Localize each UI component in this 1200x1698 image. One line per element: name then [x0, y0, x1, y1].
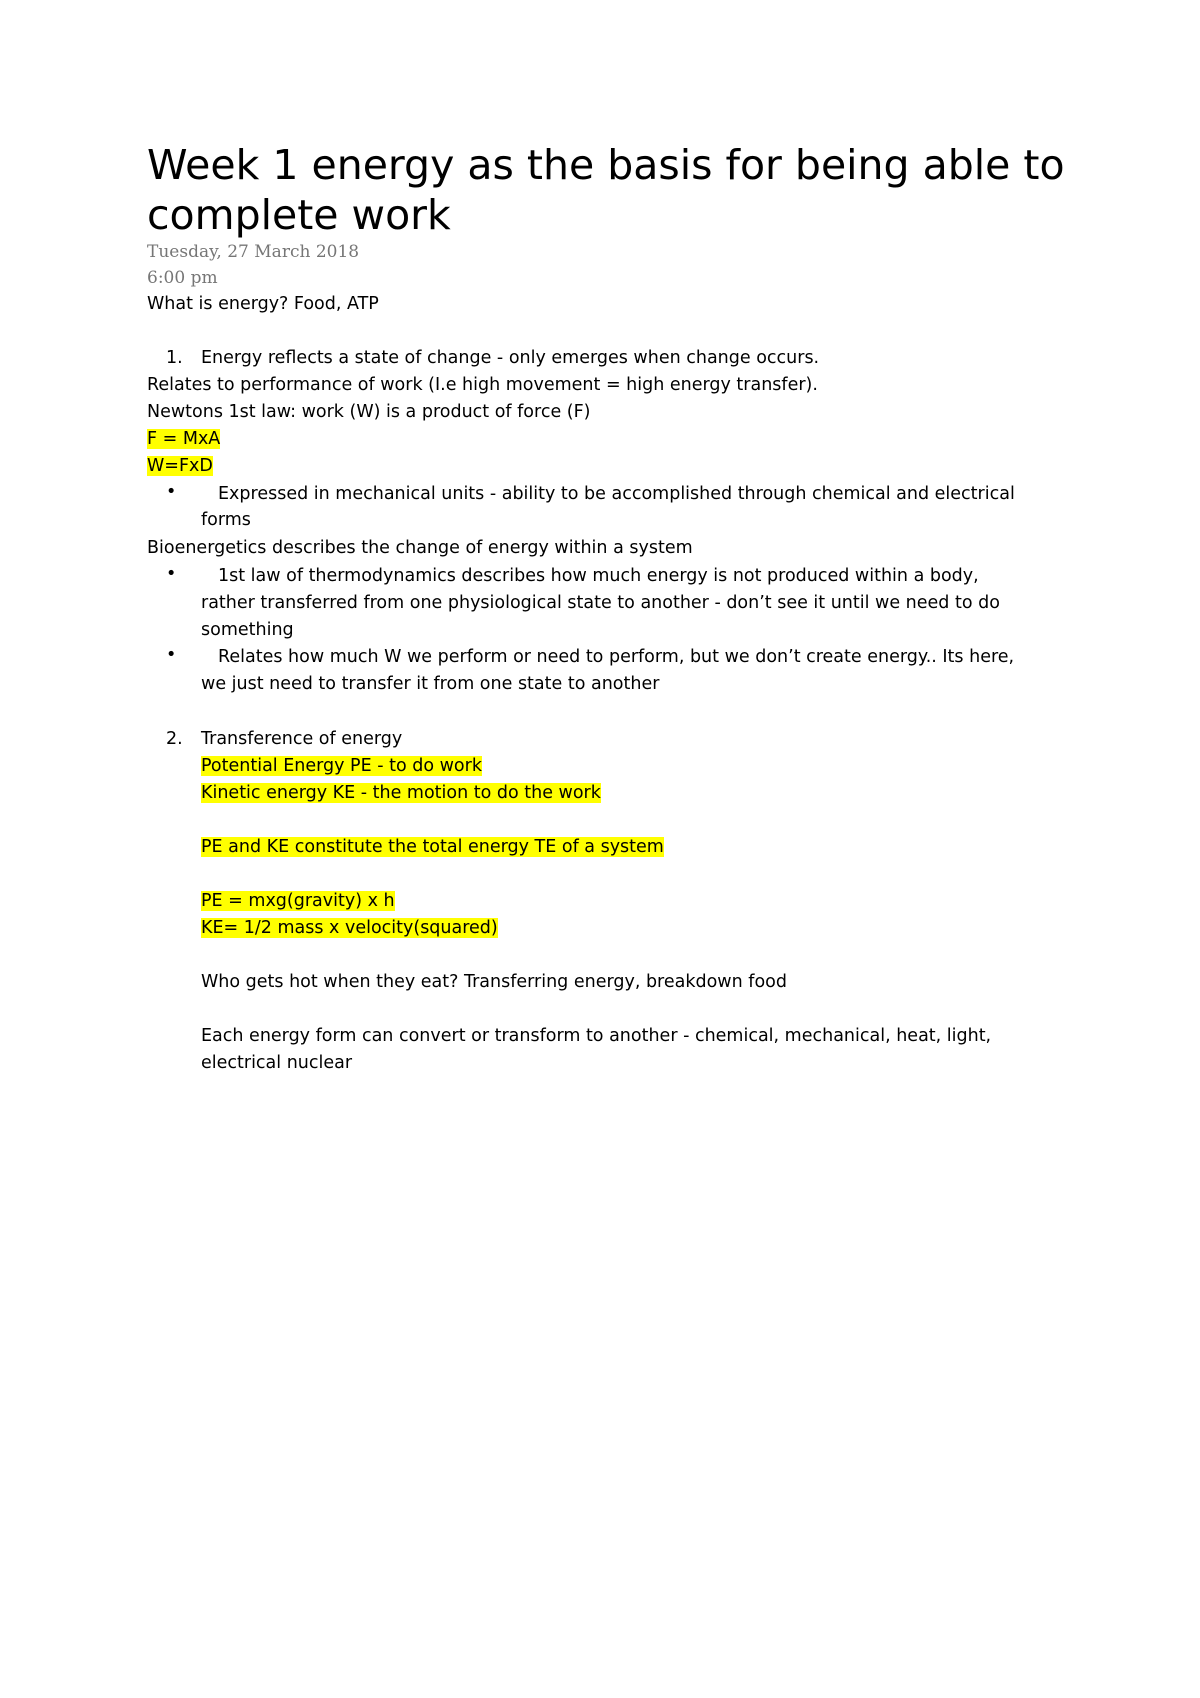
- list-number-2: 2.: [166, 729, 183, 749]
- newtons-law-line: Newtons 1st law: work (W) is a product of force (F): [147, 402, 591, 422]
- bullet-2-icon: •: [166, 564, 177, 584]
- pe-formula-text: PE = mxg(gravity) x h: [201, 891, 395, 911]
- potential-energy-line: [201, 753, 482, 780]
- pe-formula-line: [201, 888, 395, 915]
- relates-line: Relates to performance of work (I.e high movement = high energy transfer).: [147, 375, 818, 395]
- bullet-1-line-2: forms: [201, 510, 251, 530]
- intro-question: What is energy? Food, ATP: [147, 294, 379, 314]
- bioenergetics-line: Bioenergetics describes the change of energy within a system: [147, 538, 693, 558]
- formula-force-text: F = MxA: [147, 429, 221, 449]
- total-energy-line: [201, 834, 664, 861]
- bullet-2-line-2: rather transferred from one physiological state to another - don’t see it until we need to do: [201, 593, 1000, 613]
- list-item-1-text: Energy reflects a state of change - only emerges when change occurs.: [201, 348, 820, 368]
- who-gets-hot-line: Who gets hot when they eat? Transferring energy, breakdown food: [201, 972, 787, 992]
- bullet-3-icon: •: [166, 645, 177, 665]
- ke-formula-text: KE= 1/2 mass x velocity(squared): [201, 918, 498, 938]
- note-date: Tuesday, 27 March 2018: [147, 242, 360, 262]
- bullet-1-line-1: Expressed in mechanical units - ability to be accomplished through chemical and electrical: [218, 484, 1015, 504]
- bullet-2-line-1: 1st law of thermodynamics describes how much energy is not produced within a body,: [218, 566, 979, 586]
- kinetic-energy-line: [201, 780, 601, 807]
- energy-forms-line-2: electrical nuclear: [201, 1053, 353, 1073]
- list-item-2-text: Transference of energy: [201, 729, 403, 749]
- list-number-1: 1.: [166, 348, 183, 368]
- potential-energy-text: Potential Energy PE - to do work: [201, 756, 482, 776]
- bullet-3-line-1: Relates how much W we perform or need to perform, but we don’t create energy.. Its here,: [218, 647, 1015, 667]
- bullet-1-icon: •: [166, 482, 177, 502]
- note-time: 6:00 pm: [147, 268, 218, 288]
- formula-force: [147, 426, 220, 453]
- bullet-3-line-2: we just need to transfer it from one state to another: [201, 674, 660, 694]
- ke-formula-line: [201, 915, 498, 942]
- page-title: Week 1 energy as the basis for being able to complete work: [147, 141, 1065, 239]
- bullet-2-line-3: something: [201, 620, 294, 640]
- formula-work-text: W=FxD: [147, 456, 213, 476]
- kinetic-energy-text: Kinetic energy KE - the motion to do the work: [201, 783, 601, 803]
- energy-forms-line-1: Each energy form can convert or transform to another - chemical, mechanical, heat, light,: [201, 1026, 992, 1046]
- formula-work: [147, 453, 213, 480]
- total-energy-text: PE and KE constitute the total energy TE of a system: [201, 837, 664, 857]
